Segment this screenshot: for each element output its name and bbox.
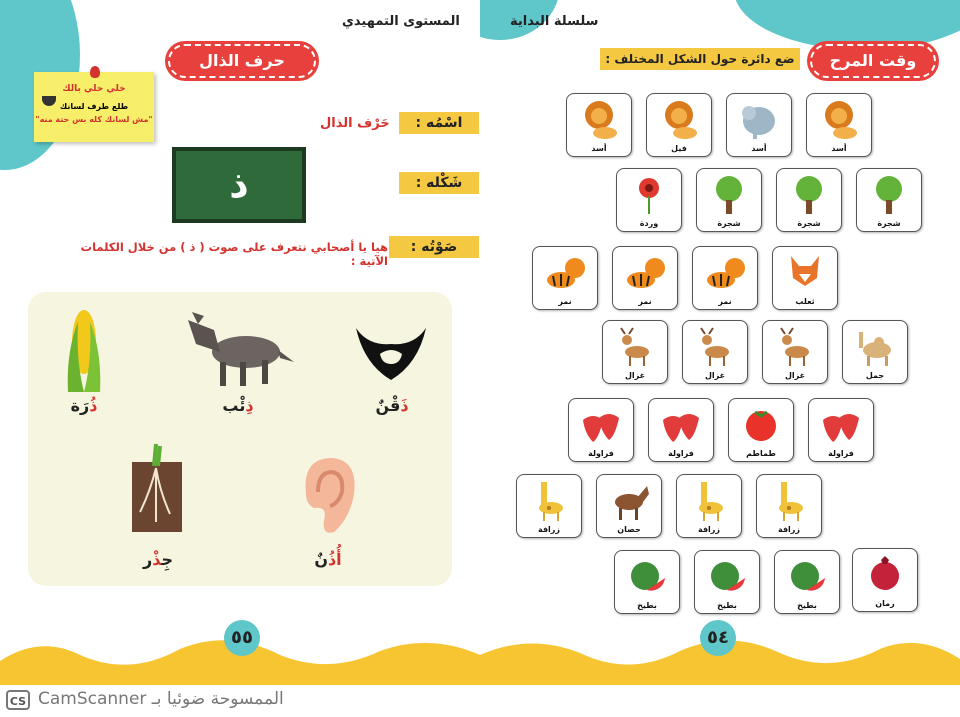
word-corn: ذُرَة [70, 396, 98, 415]
camscanner-logo: CS [6, 690, 30, 710]
right-page [480, 0, 960, 685]
card-lion[interactable]: فيل [646, 93, 712, 157]
card-deer[interactable]: غزال [762, 320, 828, 384]
header-series: سلسلة البداية [510, 14, 599, 29]
sound-label: صَوْتُه : [389, 236, 479, 258]
header-level: المستوى التمهيدي [342, 14, 460, 29]
name-value: حَرْف الذال [320, 116, 390, 131]
card-strawberry[interactable]: فراولة [808, 398, 874, 462]
card-strawberry[interactable]: فراولة [568, 398, 634, 462]
card-flower[interactable]: وردة [616, 168, 682, 232]
card-tiger[interactable]: نمر [612, 246, 678, 310]
wolf-icon [184, 310, 294, 390]
word-chin: ذَقْنٌ [375, 396, 409, 415]
card-lion[interactable]: أسد [806, 93, 872, 157]
card-elephant[interactable]: أسد [726, 93, 792, 157]
card-fox[interactable]: ثعلب [772, 246, 838, 310]
card-tiger[interactable]: نمر [532, 246, 598, 310]
card-giraffe[interactable]: زرافة [676, 474, 742, 538]
word-ear: أُذُنٌ [314, 550, 342, 569]
left-page [0, 0, 480, 685]
card-giraffe[interactable]: زرافة [516, 474, 582, 538]
card-camel[interactable]: جمل [842, 320, 908, 384]
pin-icon [90, 66, 100, 78]
card-strawberry[interactable]: فراولة [648, 398, 714, 462]
chalkboard-letter: ذ [172, 147, 306, 223]
beard-icon [354, 324, 428, 382]
card-giraffe[interactable]: زرافة [756, 474, 822, 538]
card-pomegranate[interactable]: رمان [852, 548, 918, 612]
ear-icon [298, 454, 360, 536]
card-lion[interactable]: أسد [566, 93, 632, 157]
card-horse[interactable]: حصان [596, 474, 662, 538]
left-page-number: ٥٥ [224, 620, 260, 656]
shape-label: شَكْله : [399, 172, 479, 194]
instruction-text: ضع دائرة حول الشكل المختلف : [600, 48, 800, 70]
card-tomato[interactable]: طماطم [728, 398, 794, 462]
note-line-3: "مش لسانك كله بس حتة منه" [35, 115, 153, 124]
sticky-note [34, 72, 154, 142]
card-tree[interactable]: شجرة [856, 168, 922, 232]
card-watermelon[interactable]: بطيخ [614, 550, 680, 614]
card-watermelon[interactable]: بطيخ [774, 550, 840, 614]
word-root: جِذْر [143, 550, 173, 569]
card-tree[interactable]: شجرة [776, 168, 842, 232]
note-line-2: طلع طرف لسانك [59, 102, 129, 111]
corn-icon [64, 302, 104, 394]
card-tiger[interactable]: نمر [692, 246, 758, 310]
card-deer[interactable]: غزال [602, 320, 668, 384]
card-deer[interactable]: غزال [682, 320, 748, 384]
camscanner-text: الممسوحة ضوئيا بـ CamScanner [38, 689, 284, 709]
sound-text: هيا يا أصحابي نتعرف على صوت ( ذ ) من خلال الكلمات الآتية : [80, 240, 388, 268]
words-panel [28, 292, 452, 586]
root-icon [130, 442, 184, 534]
note-line-1: خلي خلي بالك [62, 84, 126, 94]
teal-corner-decoration-right [734, 0, 960, 50]
name-label: اسْمُه : [399, 112, 479, 134]
right-page-title: وقت المرح [810, 44, 936, 78]
card-tree[interactable]: شجرة [696, 168, 762, 232]
card-watermelon[interactable]: بطيخ [694, 550, 760, 614]
left-page-title: حرف الذال [168, 44, 316, 78]
word-wolf: ذِئْب [222, 396, 254, 415]
right-page-number: ٥٤ [700, 620, 736, 656]
